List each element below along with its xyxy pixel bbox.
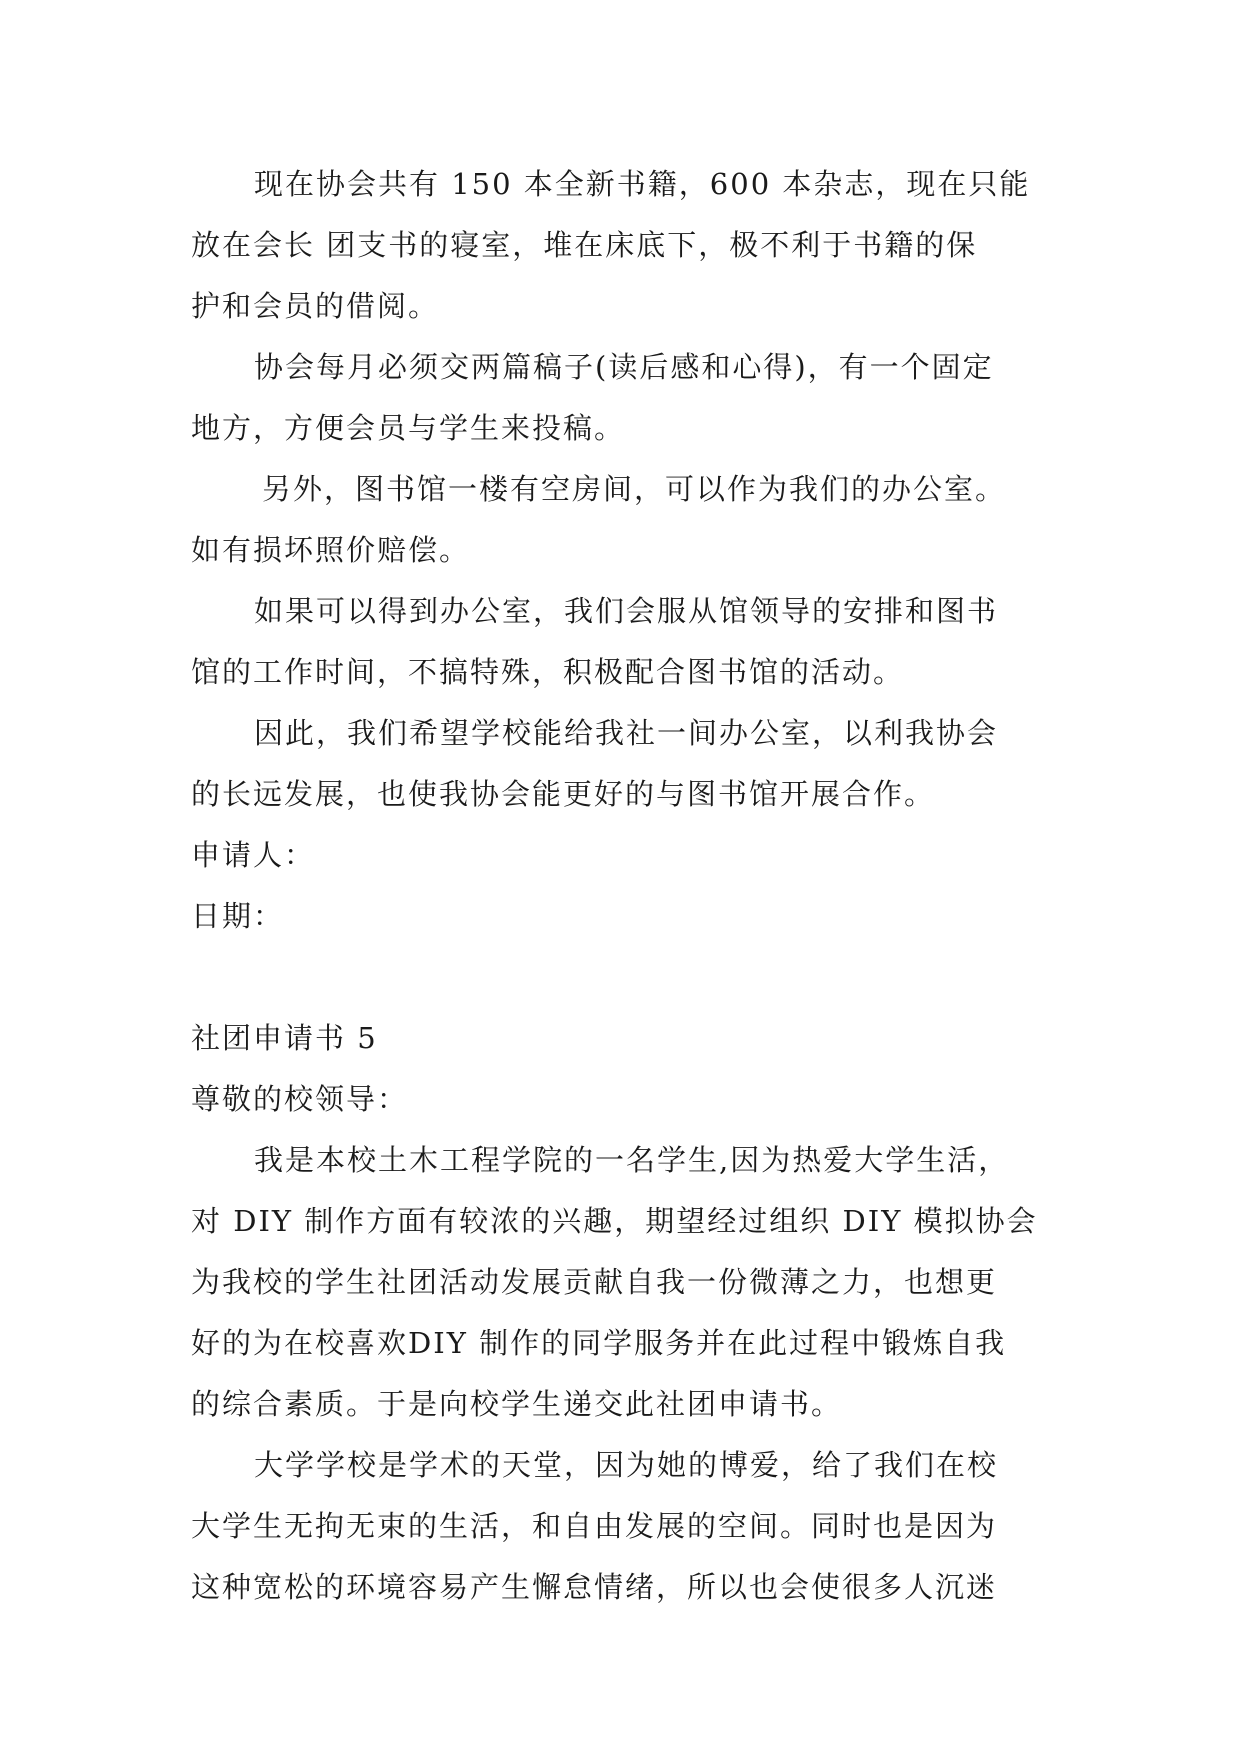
paragraph-line: 如有损坏照价赔偿。 bbox=[191, 533, 471, 567]
paragraph-line: 护和会员的借阅。 bbox=[191, 289, 440, 323]
date-label: 日期： bbox=[191, 899, 285, 933]
paragraph-line: 好的为在校喜欢DIY 制作的同学服务并在此过程中锻炼自我 bbox=[191, 1326, 1007, 1360]
paragraph-line: 放在会长 团支书的寝室，堆在床底下，极不利于书籍的保 bbox=[191, 228, 978, 262]
paragraph-line: 现在协会共有 150 本全新书籍，600 本杂志，现在只能 bbox=[254, 167, 1031, 201]
salutation: 尊敬的校领导： bbox=[191, 1082, 409, 1116]
paragraph-line: 因此，我们希望学校能给我社一间办公室，以利我协会 bbox=[254, 716, 999, 750]
paragraph-line: 大学生无拘无束的生活，和自由发展的空间。同时也是因为 bbox=[191, 1509, 998, 1543]
paragraph-line: 如果可以得到办公室，我们会服从馆领导的安排和图书 bbox=[254, 594, 999, 628]
paragraph-line: 地方，方便会员与学生来投稿。 bbox=[191, 411, 626, 445]
paragraph-line: 这种宽松的环境容易产生懈怠情绪，所以也会使很多人沉迷 bbox=[191, 1570, 998, 1604]
paragraph-line: 对 DIY 制作方面有较浓的兴趣，期望经过组织 DIY 模拟协会 bbox=[191, 1204, 1038, 1238]
paragraph-line: 馆的工作时间，不搞特殊，积极配合图书馆的活动。 bbox=[191, 655, 905, 689]
paragraph-line: 的综合素质。于是向校学生递交此社团申请书。 bbox=[191, 1387, 843, 1421]
paragraph-line: 另外，图书馆一楼有空房间，可以作为我们的办公室。 bbox=[262, 472, 1007, 506]
paragraph-line: 大学学校是学术的天堂，因为她的博爱，给了我们在校 bbox=[254, 1448, 999, 1482]
paragraph-line: 的长远发展，也使我协会能更好的与图书馆开展合作。 bbox=[191, 777, 936, 811]
applicant-label: 申请人： bbox=[191, 838, 316, 872]
paragraph-line: 我是本校土木工程学院的一名学生,因为热爱大学生活， bbox=[254, 1143, 1010, 1177]
paragraph-line: 为我校的学生社团活动发展贡献自我一份微薄之力，也想更 bbox=[191, 1265, 998, 1299]
section-title: 社团申请书 5 bbox=[191, 1021, 378, 1055]
paragraph-line: 协会每月必须交两篇稿子(读后感和心得)，有一个固定 bbox=[254, 350, 994, 384]
